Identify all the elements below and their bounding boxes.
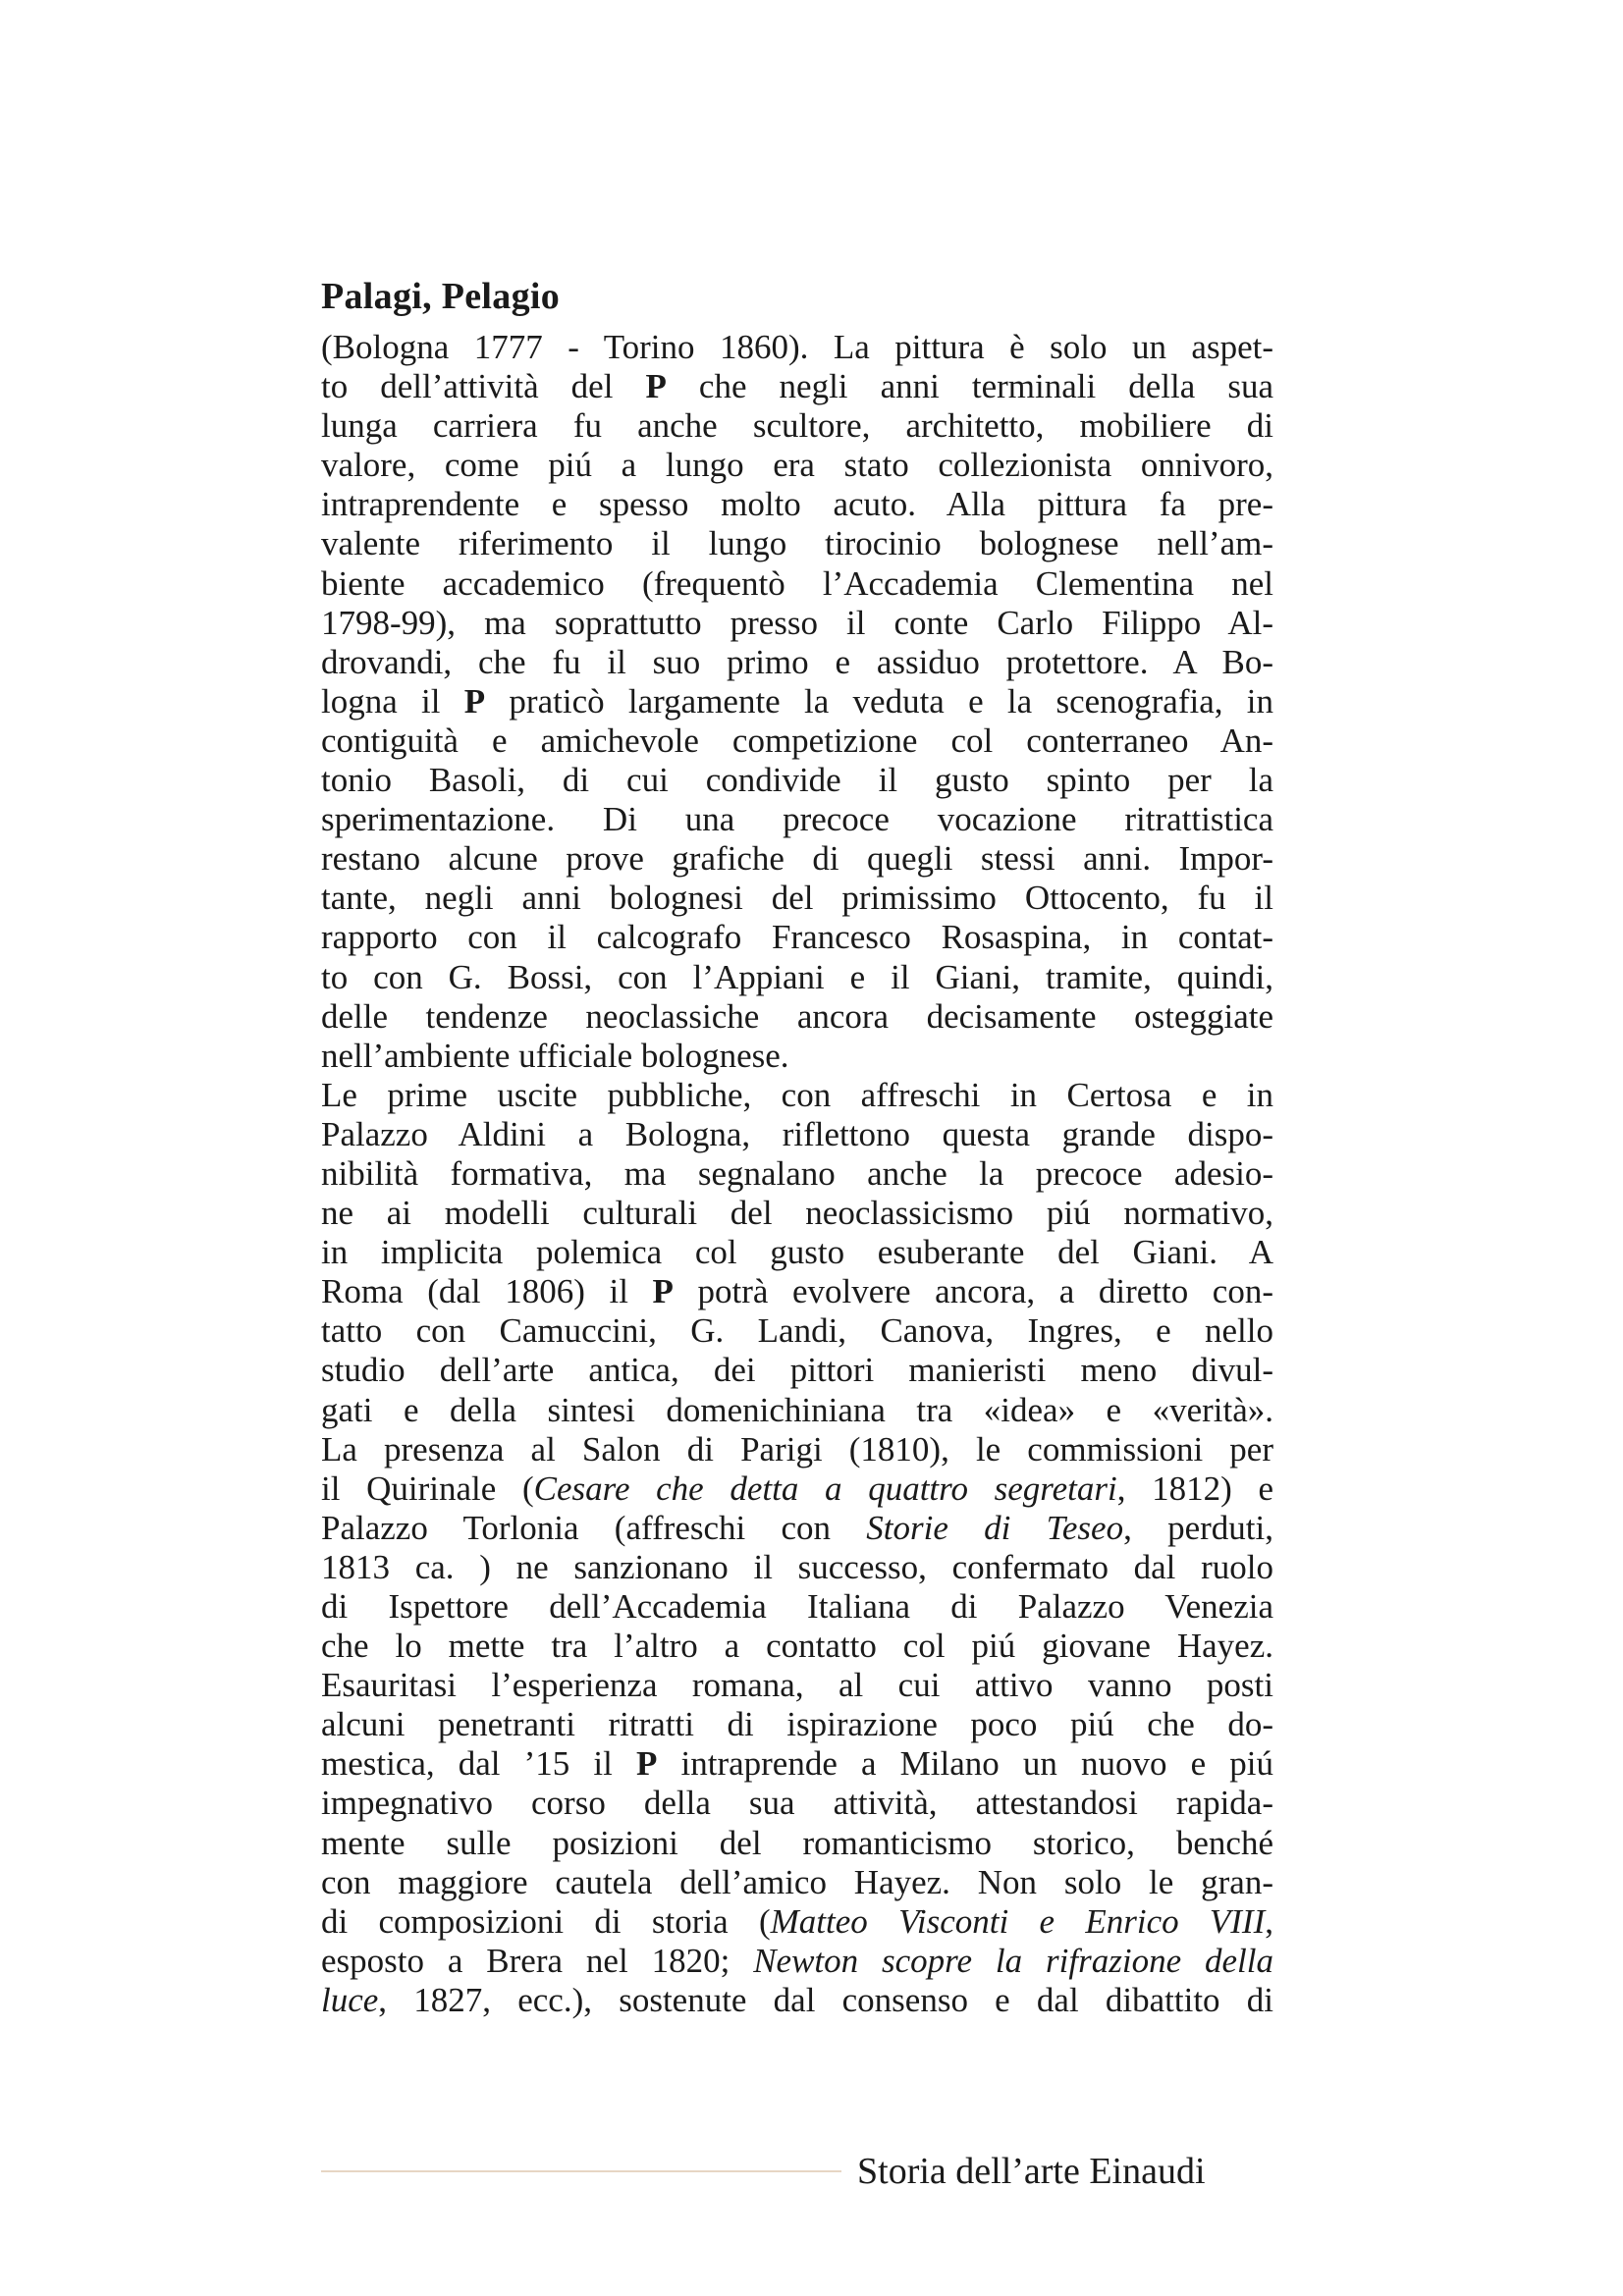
text-run: drovandi, che fu il suo primo e assiduo protettore. A Bo- [321,642,1273,681]
text-run: Roma (dal 1806) il [321,1272,653,1311]
text-line [321,446,1273,485]
text-run: , 1827, ecc.), sostenute dal consenso e dal dibattito di [378,1980,1273,2019]
text-run: gati e della sintesi domenichiniana tra «idea» e «verità». [321,1390,1273,1429]
artwork-title: Storie di Teseo [866,1508,1124,1547]
artwork-title: Newton scopre la rifrazione della [753,1941,1273,1980]
text-line [321,1233,1273,1272]
text-run: (Bologna 1777 - Torino 1860). La pittura è solo un aspet- [321,328,1273,366]
text-run: 1813 ca. ) ne sanzionano il successo, confermato dal ruolo [321,1547,1273,1586]
artwork-title: Matteo Visconti e Enrico VIII [770,1901,1266,1941]
text-run: biente accademico (frequentò l’Accademia Clementina nel [321,563,1273,603]
text-line [321,1509,1273,1548]
text-line [321,1784,1273,1823]
text-run: Esauritasi l’esperienza romana, al cui attivo vanno posti [321,1666,1273,1705]
artwork-title: Cesare che detta a quattro segretari [533,1468,1117,1508]
text-line [321,721,1273,761]
text-line [321,1587,1273,1627]
text-line [321,682,1273,721]
text-line [321,643,1273,682]
text-line [321,485,1273,524]
text-run: che negli anni terminali della sua [666,367,1273,406]
text-line [321,761,1273,800]
entry-title: Palagi, Pelagio [321,276,561,317]
text-run: contiguità e amichevole competizione col conterraneo An- [321,721,1273,760]
text-run: nell’ambiente ufficiale bolognese. [321,1036,789,1075]
text-run: studio dell’arte antica, dei pittori manieristi meno divul- [321,1351,1273,1390]
text-line [321,1076,1273,1115]
text-run: , 1812) e [1116,1468,1273,1508]
text-run: impegnativo corso della sua attività, attestandosi rapida- [321,1784,1273,1823]
text-line [321,879,1273,918]
text-line [321,406,1273,446]
text-run: il Quirinale ( [321,1468,534,1508]
text-line [321,1863,1273,1902]
text-line [321,1311,1273,1351]
text-line [321,1942,1273,1981]
text-run: mestica, dal ’15 il [321,1744,636,1784]
text-run: valente riferimento il lungo tirocinio bolognese nell’am- [321,524,1273,563]
text-line [321,1272,1273,1311]
author-abbrev: P [636,1744,658,1784]
text-run: nibilità formativa, ma segnalano anche la precoce adesio- [321,1153,1273,1193]
text-run: logna il [321,681,464,721]
text-run: intraprendente e spesso molto acuto. Alla pittura fa pre- [321,485,1273,524]
text-line [321,1154,1273,1194]
text-run: intraprende a Milano un nuovo e piú [657,1744,1273,1784]
text-line [321,1548,1273,1587]
author-abbrev: P [652,1272,674,1311]
text-line [321,564,1273,604]
text-run: , [1265,1901,1273,1941]
text-line [321,1902,1273,1942]
text-line [321,800,1273,839]
text-line [321,958,1273,997]
author-abbrev: P [463,681,486,721]
author-abbrev: P [645,367,667,406]
text-run: rapporto con il calcografo Francesco Rosaspina, in contat- [321,918,1273,957]
text-run: con maggiore cautela dell’amico Hayez. Non solo le gran- [321,1862,1273,1901]
text-run: 1798-99), ma soprattutto presso il conte Carlo Filippo Al- [321,603,1273,642]
text-run: esposto a Brera nel 1820; [321,1941,754,1980]
text-run: sperimentazione. Di una precoce vocazione ritrattistica [321,800,1273,839]
text-run: , perduti, [1123,1508,1273,1547]
text-run: delle tendenze neoclassiche ancora decisamente osteggiate [321,996,1273,1036]
footer-rule [321,2170,841,2172]
text-run: tante, negli anni bolognesi del primissimo Ottocento, fu il [321,879,1273,918]
text-line [321,1981,1273,2020]
text-run: restano alcune prove grafiche di quegli stessi anni. Impor- [321,839,1273,879]
text-run: Le prime uscite pubbliche, con affreschi in Certosa e in [321,1075,1273,1114]
text-line [321,1666,1273,1705]
text-run: di Ispettore dell’Accademia Italiana di Palazzo Venezia [321,1587,1273,1626]
text-run: di composizioni di storia ( [321,1901,771,1941]
text-run: ne ai modelli culturali del neoclassicismo piú normativo, [321,1194,1273,1233]
text-run: tatto con Camuccini, G. Landi, Canova, Ingres, e nello [321,1311,1273,1351]
text-line [321,604,1273,643]
text-run: in implicita polemica col gusto esuberante del Giani. A [321,1233,1273,1272]
text-run: tonio Basoli, di cui condivide il gusto spinto per la [321,761,1273,800]
text-line [321,1469,1273,1509]
text-run: alcuni penetranti ritratti di ispirazione poco piú che do- [321,1705,1273,1744]
text-line [321,1744,1273,1784]
text-run: praticò largamente la veduta e la scenografia, in [485,681,1273,721]
text-line [321,997,1273,1037]
text-run: lunga carriera fu anche scultore, architetto, mobiliere di [321,406,1273,446]
text-line [321,1705,1273,1744]
text-run: mente sulle posizioni del romanticismo storico, benché [321,1823,1273,1862]
footer-text: Storia dell’arte Einaudi [857,2151,1206,2192]
text-run: Palazzo Torlonia (affreschi con [321,1508,867,1547]
text-line [321,1037,1273,1076]
text-run: to con G. Bossi, con l’Appiani e il Giani, tramite, quindi, [321,957,1273,996]
text-line [321,1430,1273,1469]
text-line [321,918,1273,957]
text-line [321,1391,1273,1430]
text-line [321,1824,1273,1863]
text-line [321,1351,1273,1390]
text-run: to dell’attività del [321,367,646,406]
artwork-title: luce [321,1980,379,2019]
text-line [321,524,1273,563]
text-line [321,328,1273,367]
text-line [321,1627,1273,1666]
text-run: che lo mette tra l’altro a contatto col piú giovane Hayez. [321,1627,1273,1666]
text-line [321,839,1273,879]
text-run: La presenza al Salon di Parigi (1810), le commissioni per [321,1429,1273,1468]
entry-body [321,328,1273,2020]
text-run: potrà evolvere ancora, a diretto con- [673,1272,1273,1311]
text-run: valore, come piú a lungo era stato collezionista onnivoro, [321,446,1273,485]
text-line [321,1115,1273,1154]
text-line [321,367,1273,406]
text-run: Palazzo Aldini a Bologna, riflettono questa grande dispo- [321,1114,1273,1153]
text-line [321,1194,1273,1233]
